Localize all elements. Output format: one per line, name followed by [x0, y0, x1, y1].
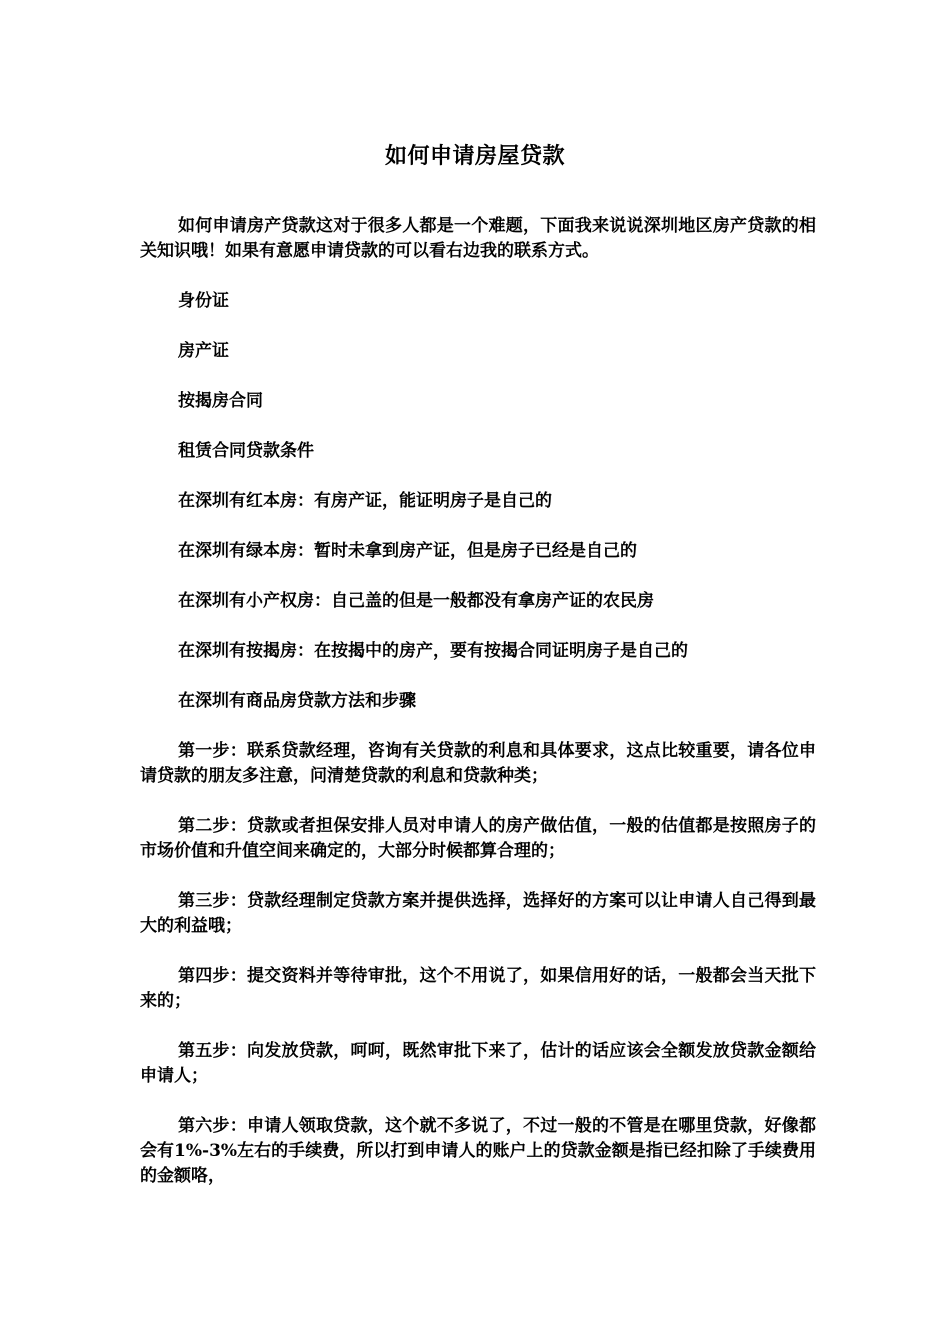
list-item-property-certificate: 房产证	[178, 341, 229, 361]
section-steps-heading: 在深圳有商品房贷款方法和步骤	[178, 691, 416, 711]
step-4: 第四步：提交资料并等待审批，这个不用说了，如果信用好的话，一般都会当天批下来的；	[140, 966, 816, 1011]
condition-mortgage-house: 在深圳有按揭房：在按揭中的房产，要有按揭合同证明房子是自己的	[178, 641, 688, 661]
step-6: 第六步：申请人领取贷款，这个就不多说了，不过一般的不管是在哪里贷款，好像都会有1%-3%左右的手续费，所以打到申请人的账户上的贷款金额是指已经扣除了手续费用的金额咯，	[140, 1116, 816, 1186]
step-3: 第三步：贷款经理制定贷款方案并提供选择，选择好的方案可以让申请人自己得到最大的利益哦；	[140, 891, 816, 936]
list-item-id-card: 身份证	[178, 291, 229, 311]
step-2: 第二步：贷款或者担保安排人员对申请人的房产做估值，一般的估值都是按照房子的市场价值和升值空间来确定的，大部分时候都算合理的；	[140, 816, 816, 861]
step-5: 第五步：向发放贷款，呵呵，既然审批下来了，估计的话应该会全额发放贷款金额给申请人；	[140, 1041, 816, 1086]
condition-small-property: 在深圳有小产权房：自己盖的但是一般都没有拿房产证的农民房	[178, 591, 654, 611]
step-1: 第一步：联系贷款经理，咨询有关贷款的利息和具体要求，这点比较重要，请各位申请贷款的朋友多注意，问清楚贷款的利息和贷款种类；	[140, 741, 816, 786]
document-title: 如何申请房屋贷款	[384, 143, 565, 169]
condition-red-book: 在深圳有红本房：有房产证，能证明房子是自己的	[178, 491, 552, 511]
condition-green-book: 在深圳有绿本房：暂时未拿到房产证，但是房子已经是自己的	[178, 541, 637, 561]
list-item-lease-contract: 租赁合同贷款条件	[178, 441, 314, 461]
list-item-mortgage-contract: 按揭房合同	[178, 391, 263, 411]
document-body	[140, 214, 816, 1214]
paragraph-intro: 如何申请房产贷款这对于很多人都是一个难题，下面我来说说深圳地区房产贷款的相关知识哦！如果有意愿申请贷款的可以看右边我的联系方式。	[140, 216, 816, 261]
